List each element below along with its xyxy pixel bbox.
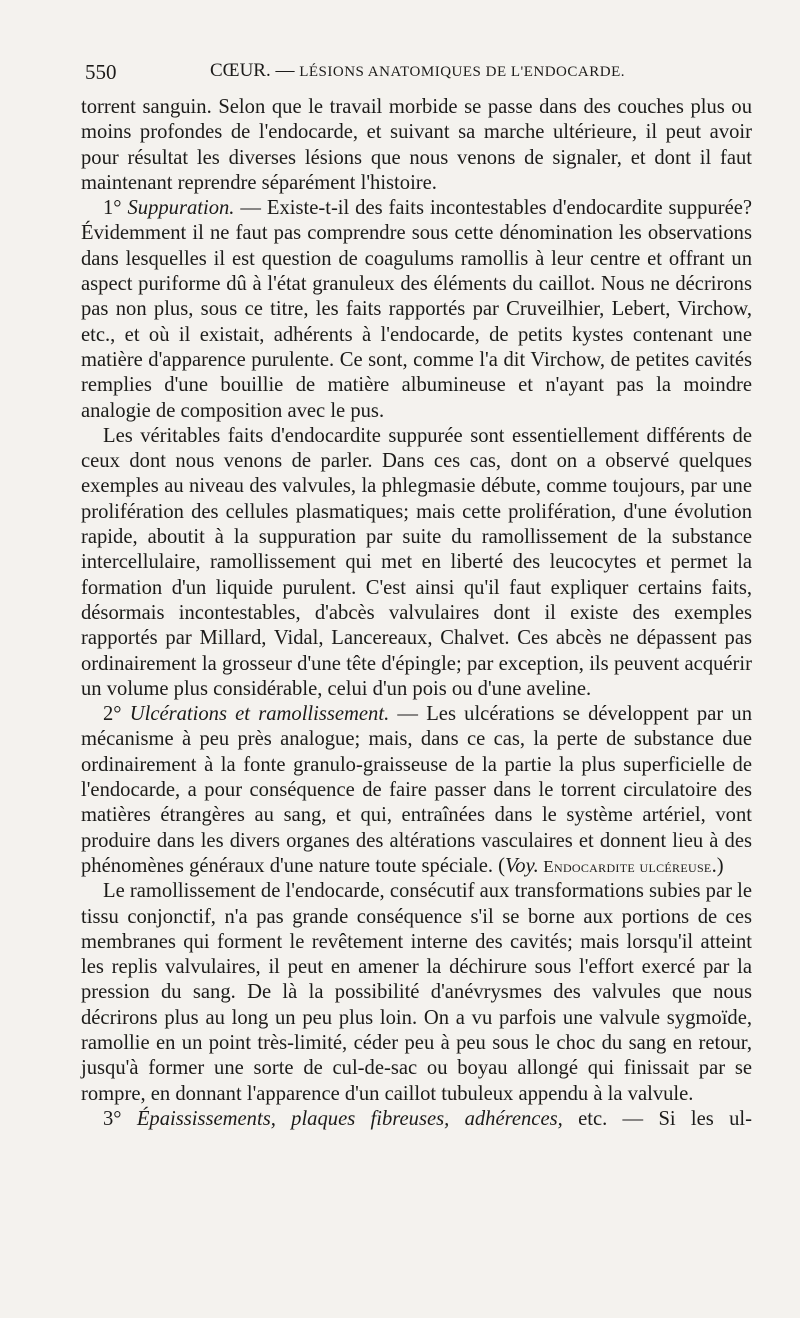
cross-reference-title: Endocardite ulcéreuse: [538, 856, 712, 876]
section-epaississements: [81, 1107, 752, 1132]
section-title: Épaississements, plaques fibreuses, adhérences,: [136, 1107, 563, 1130]
running-header: [85, 60, 750, 90]
section-text: — Les ulcérations se développent par un mécanisme à peu près analogue; mais, dans ce cas, la perte de substance due ordinairement à la fonte granulo-graisseuse de la partie la plus superficielle de l'endocarde, a pour conséquence de faire passer dans le torrent circulatoire des matières étrangères au sang, et qui, entraînées dans le système artériel, vont produire dans les divers organes des altérations vasculaires et donnent lieu à des phénomènes généraux d'une nature toute spéciale. (: [81, 703, 753, 877]
paragraph-endocardite-suppuree: Les véritables faits d'endocardite suppurée sont essentiellement différents de ceux dont nous venons de parler. Dans ces cas, dont on a observé quelques exemples au niveau des valvules, la phlegmasie débute, comme toujours, par une prolifération des cellules plasmatiques; mais cette prolifération, d'une évolution rapide, aboutit à la suppuration par suite du ramollissement de la substance intercellulaire, ramollissement qui met en liberté des leucocytes et permet la formation d'un liquide purulent. C'est ainsi qu'il faut expliquer certains faits, désormais incontestables, d'abcès valvulaires dont il existe des exemples rapportés par Millard, Vidal, Lancereaux, Chalvet. Ces abcès ne dépassent pas ordinairement la grosseur d'une tête d'épingle; par exception, ils peuvent acquérir un volume plus considérable, celui d'un pois ou d'une aveline.: [81, 424, 752, 700]
section-title: Ulcérations et ramollissement.: [129, 703, 390, 726]
section-title: Suppuration.: [127, 197, 235, 220]
section-number: 2°: [103, 703, 130, 726]
section-text: — Existe-t-il des faits incontestables d'endocardite suppurée? Évidemment il ne faut pas comprendre sous cette dénomination les observations dans lesquelles il est question de coagulums ramollis à leur centre et offrant un aspect puriforme dû à l'état granuleux des éléments du caillot. Nous ne décrirons pas non plus, sous ce titre, les faits rapportés par Cruveilhier, Lebert, Virchow, etc., et où il existait, adhérents à l'endocarde, de petits kystes contenant une matière d'apparence purulente. Ce sont, comme l'a dit Virchow, de petites cavités remplies d'une bouillie de matière albumineuse et n'ayant pas la moindre analogie de composition avec le pus.: [81, 197, 752, 422]
section-number: 3°: [103, 1107, 137, 1130]
title-main: CŒUR.: [210, 60, 271, 81]
section-number: 1°: [103, 197, 128, 220]
cross-reference-voy: Voy.: [505, 854, 539, 877]
page-number: 550: [85, 60, 117, 84]
body-text: [81, 95, 752, 1132]
title-separator: —: [270, 60, 300, 81]
section-suppuration: [81, 196, 752, 424]
running-title: [210, 60, 625, 82]
title-sub: LÉSIONS ANATOMIQUES DE L'ENDOCARDE.: [299, 64, 625, 80]
section-ulcerations: [81, 702, 752, 879]
section-text: etc. — Si les ul-: [562, 1107, 752, 1130]
paragraph-continuation: torrent sanguin. Selon que le travail morbide se passe dans des couches plus ou moins profondes de l'endocarde, et suivant sa marche ultérieure, il peut avoir pour résultat les diverses lésions que nous venons de signaler, et dont il faut maintenant reprendre séparément l'histoire.: [81, 96, 752, 194]
paragraph-ramollissement: Le ramollissement de l'endocarde, consécutif aux transformations subies par le tissu conjonctif, n'a pas grande conséquence s'il se borne aux portions de ces membranes qui forment le revêtement interne des cavités; mais lorsqu'il atteint les replis valvulaires, il peut en amener la déchirure sous l'effort exercé par la pression du sang. De là la possibilité d'anévrysmes des valvules que nous décrirons plus au long un peu plus loin. On a vu parfois une valvule sygmoïde, ramollie en un point très-limité, céder peu à peu sous le choc du sang en retour, jusqu'à former une sorte de cul-de-sac ou boyau allongé qui finissait par se rompre, en donnant l'apparence d'un caillot tubuleux appendu à la valvule.: [81, 880, 752, 1105]
section-text-end: .): [711, 854, 724, 877]
